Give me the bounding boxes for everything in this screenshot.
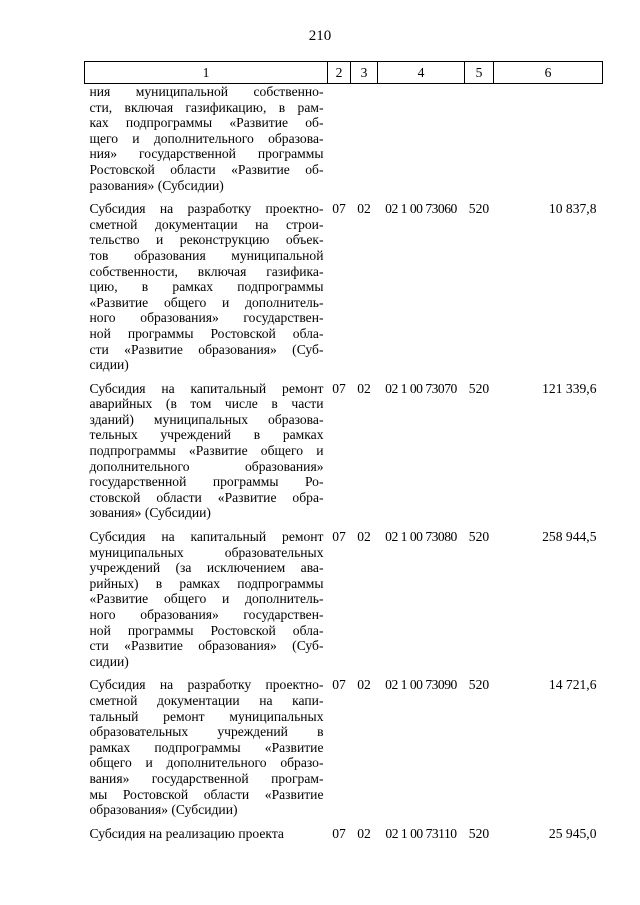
- section-code: 07: [332, 825, 346, 841]
- description-line: сидии): [89, 357, 129, 373]
- row-description: [85, 381, 328, 529]
- expense-type-code: 520: [468, 529, 490, 545]
- subsection-code: 02: [357, 825, 371, 841]
- description-line: ной программы Ростовской обла-: [89, 325, 324, 341]
- description-line: вания» государственной програм-: [89, 770, 324, 786]
- description-line: собственности, включая газифика-: [89, 263, 324, 279]
- subsection-code: 02: [357, 677, 371, 693]
- description-line: Ростовской области «Развитие об-: [89, 161, 324, 177]
- description-line: государственной программы Ро-: [89, 474, 324, 490]
- page-number: 210: [308, 28, 332, 44]
- table-header-row: [85, 62, 603, 84]
- amount: 121 339,6: [542, 380, 597, 396]
- description-line: тальный ремонт муниципальных: [89, 708, 324, 724]
- target-article-code: 02 1 00 73090: [385, 677, 457, 693]
- description-line: рийных) в рамках подпрограммы: [89, 575, 324, 591]
- description-line: сти «Развитие образования» (Суб-: [89, 638, 324, 654]
- amount: 14 721,6: [548, 677, 597, 693]
- row-description: [85, 529, 328, 677]
- description-line: дополнительного образования»: [89, 458, 324, 474]
- subsection-code: 02: [357, 380, 371, 396]
- description-line: подпрограммы «Развитие общего и: [89, 443, 324, 459]
- description-line: образования» (Субсидии): [89, 802, 238, 818]
- description-line: ной программы Ростовской обла-: [89, 622, 324, 638]
- expense-type-code: 520: [468, 677, 490, 693]
- section-code: [328, 84, 351, 202]
- description-line: «Развитие общего и дополнитель-: [89, 591, 324, 607]
- target-article-code: 02 1 00 73060: [385, 201, 457, 217]
- amount: 258 944,5: [542, 529, 597, 545]
- description-line: мы Ростовской области «Развитие: [89, 786, 324, 802]
- table-row: [85, 381, 603, 529]
- expense-type-code: [465, 84, 494, 202]
- table-row: [85, 201, 603, 381]
- description-line: образовательных учреждений в: [89, 724, 324, 740]
- expense-type-code: 520: [468, 825, 490, 841]
- description-line: муниципальных образовательных: [89, 544, 324, 560]
- description-line: зования» (Субсидии): [89, 505, 211, 521]
- description-line: сметной документации на капи-: [89, 692, 324, 708]
- description-line: щего и дополнительного образова-: [89, 130, 324, 146]
- target-article-code: 02 1 00 73080: [385, 529, 457, 545]
- description-line: общего и дополнительного образо-: [89, 755, 324, 771]
- description-line: Субсидия на капитальный ремонт: [89, 380, 324, 396]
- description-line: сметной документации на строи-: [89, 216, 324, 232]
- subsection-code: [351, 84, 378, 202]
- table-row: [85, 677, 603, 825]
- target-article-code: 02 1 00 73110: [385, 825, 457, 841]
- row-description: [85, 677, 328, 825]
- amount: 10 837,8: [548, 201, 597, 217]
- description-line: разования» (Субсидии): [89, 177, 224, 193]
- description-line: зданий) муниципальных образова-: [89, 411, 324, 427]
- description-line: ного образования» государствен-: [89, 607, 324, 622]
- header-col-3: 3: [351, 62, 378, 84]
- amount: [494, 84, 603, 202]
- description-line: цию, в рамках подпрограммы: [89, 279, 324, 295]
- description-line: ния» государственной программы: [89, 146, 324, 162]
- row-description: [85, 826, 328, 850]
- description-line: сти, включая газификацию, в рам-: [89, 99, 324, 115]
- table-row: [85, 826, 603, 850]
- header-col-1: 1: [85, 62, 328, 84]
- header-col-2: 2: [328, 62, 351, 84]
- section-code: 07: [332, 201, 346, 217]
- subsection-code: 02: [357, 201, 371, 217]
- table-row: [85, 529, 603, 677]
- description-line: стовской области «Развитие обра-: [89, 489, 324, 505]
- row-description: [85, 201, 328, 381]
- description-line: Субсидия на разработку проектно-: [89, 201, 324, 217]
- description-line: тельство и реконструкцию объек-: [89, 232, 324, 248]
- expense-type-code: 520: [468, 201, 490, 217]
- description-line: Субсидия на капитальный ремонт: [89, 529, 324, 545]
- amount: 25 945,0: [548, 825, 597, 841]
- header-col-6: 6: [494, 62, 603, 84]
- header-col-5: 5: [465, 62, 494, 84]
- target-article-code: [378, 84, 465, 202]
- description-line: сидии): [89, 653, 129, 669]
- description-line: ного образования» государствен-: [89, 310, 324, 326]
- header-col-4: 4: [378, 62, 465, 84]
- description-line: ния муниципальной собственно-: [89, 84, 324, 99]
- table-body: [85, 84, 603, 850]
- section-code: 07: [332, 529, 346, 545]
- description-line: сти «Развитие образования» (Суб-: [89, 341, 324, 357]
- description-line: тов образования муниципальной: [89, 247, 324, 263]
- budget-table: [84, 61, 603, 849]
- section-code: 07: [332, 380, 346, 396]
- expense-type-code: 520: [468, 380, 490, 396]
- description-line: Субсидия на разработку проектно-: [89, 677, 324, 693]
- table-row: [85, 84, 603, 202]
- section-code: 07: [332, 677, 346, 693]
- subsection-code: 02: [357, 529, 371, 545]
- description-line: «Развитие общего и дополнитель-: [89, 294, 324, 310]
- description-line: рамках подпрограммы «Развитие: [89, 739, 324, 755]
- description-line: тельных учреждений в рамках: [89, 427, 324, 443]
- description-line: учреждений (за исключением ава-: [89, 560, 324, 576]
- description-line: аварийных (в том числе в части: [89, 396, 324, 412]
- target-article-code: 02 1 00 73070: [385, 380, 457, 396]
- description-line: Субсидия на реализацию проекта: [89, 825, 284, 841]
- row-description: [85, 84, 328, 202]
- description-line: ках подпрограммы «Развитие об-: [89, 115, 324, 131]
